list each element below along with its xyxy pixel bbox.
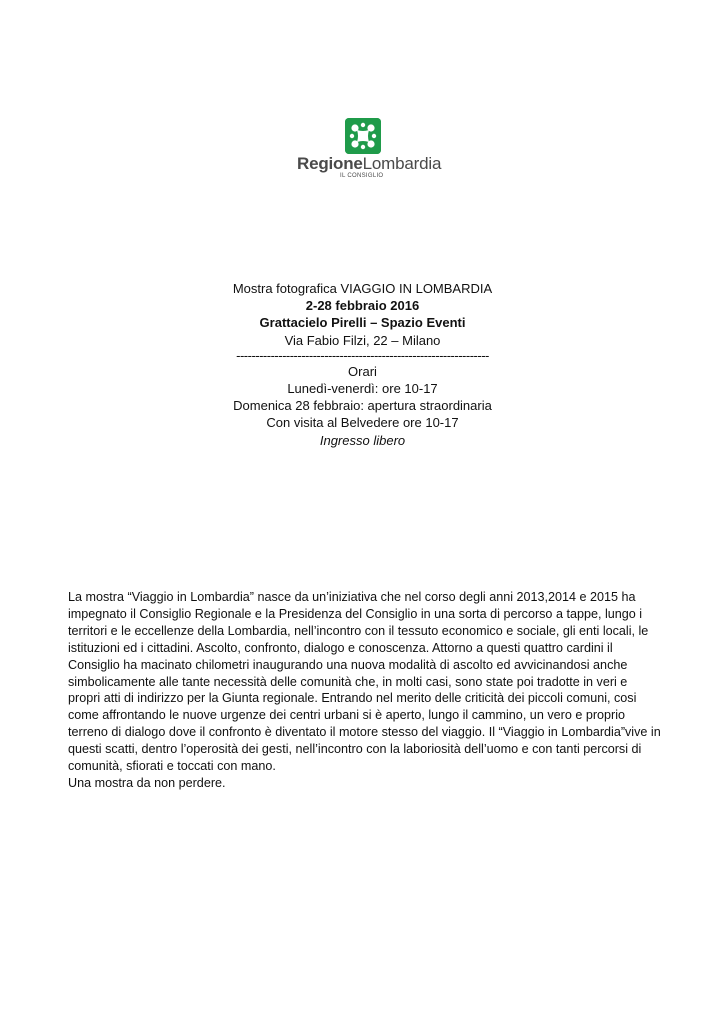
logo-mark-icon	[345, 118, 381, 154]
event-address: Via Fabio Filzi, 22 – Milano	[284, 332, 441, 348]
hours-weekdays: Lunedì-venerdì: ore 10-17	[287, 381, 438, 397]
body-line: istituzioni ed i cittadini. Ascolto, confronto, dialogo e conoscenza. Attorno a questi quattro cardini il	[68, 640, 613, 655]
description-paragraph	[68, 589, 668, 792]
body-line: propri atti di indirizzo per la Giunta regionale. Entrando nel merito delle criticità dei piccoli comuni, cosi	[68, 691, 637, 706]
body-line: La mostra “Viaggio in Lombardia” nasce da un’iniziativa che nel corso degli anni 2013,2014 e 2015 ha	[68, 590, 636, 604]
event-info	[0, 280, 725, 449]
logo-wordmark	[297, 154, 442, 174]
body-line: Consiglio ha macinato chilometri inaugurando una nuova modalità di ascolto ed avvicinandosi anche	[68, 657, 628, 672]
logo-subtitle: IL CONSIGLIO	[340, 173, 384, 179]
event-venue: Grattacielo Pirelli – Spazio Eventi	[259, 315, 466, 331]
hours-sunday: Domenica 28 febbraio: apertura straordinaria	[233, 398, 492, 414]
body-line: come affrontando le nuove urgenze dei centri urbani si è aperto, lungo il cammino, un vero e proprio	[68, 708, 626, 723]
body-line: comunità, sfiorati e toccati con mano.	[68, 759, 276, 774]
body-line: impegnato il Consiglio Regionale e la Presidenza del Consiglio in una sorta di percorso a tappe, lungo i	[68, 606, 643, 621]
body-line: simbolicamente alle tante necessità delle comunità che, in molti casi, sono state poi tradotte in veri e	[68, 674, 628, 689]
body-line: questi scatti, dentro l’operosità dei gesti, nell’incontro con la laboriosità dell’uomo e con tanti percorsi di	[68, 742, 642, 757]
free-entry: Ingresso libero	[319, 432, 406, 448]
event-dates: 2-28 febbraio 2016	[305, 298, 420, 314]
body-line: terreno di dialogo dove il confronto è diventato il motore stesso del viaggio. Il “Viaggio in Lombardia”vive in	[68, 725, 661, 740]
hours-title: Orari	[348, 363, 377, 379]
dashed-divider: ------------------------------------------------------------------	[236, 347, 489, 363]
body-line: territori e le eccellenze della Lombardia, nell’incontro con il tessuto economico e sociale, gli enti locali, le	[68, 623, 649, 638]
closing-line: Una mostra da non perdere.	[68, 775, 226, 790]
rosa-camuna-icon	[345, 118, 381, 154]
hours-belvedere: Con visita al Belvedere ore 10-17	[266, 415, 459, 431]
event-title: Mostra fotografica VIAGGIO IN LOMBARDIA	[232, 281, 493, 296]
regione-lombardia-logo	[287, 118, 442, 186]
logo-name-lombardia: Lombardia	[362, 154, 442, 173]
logo-name-regione: Regione	[297, 154, 363, 173]
